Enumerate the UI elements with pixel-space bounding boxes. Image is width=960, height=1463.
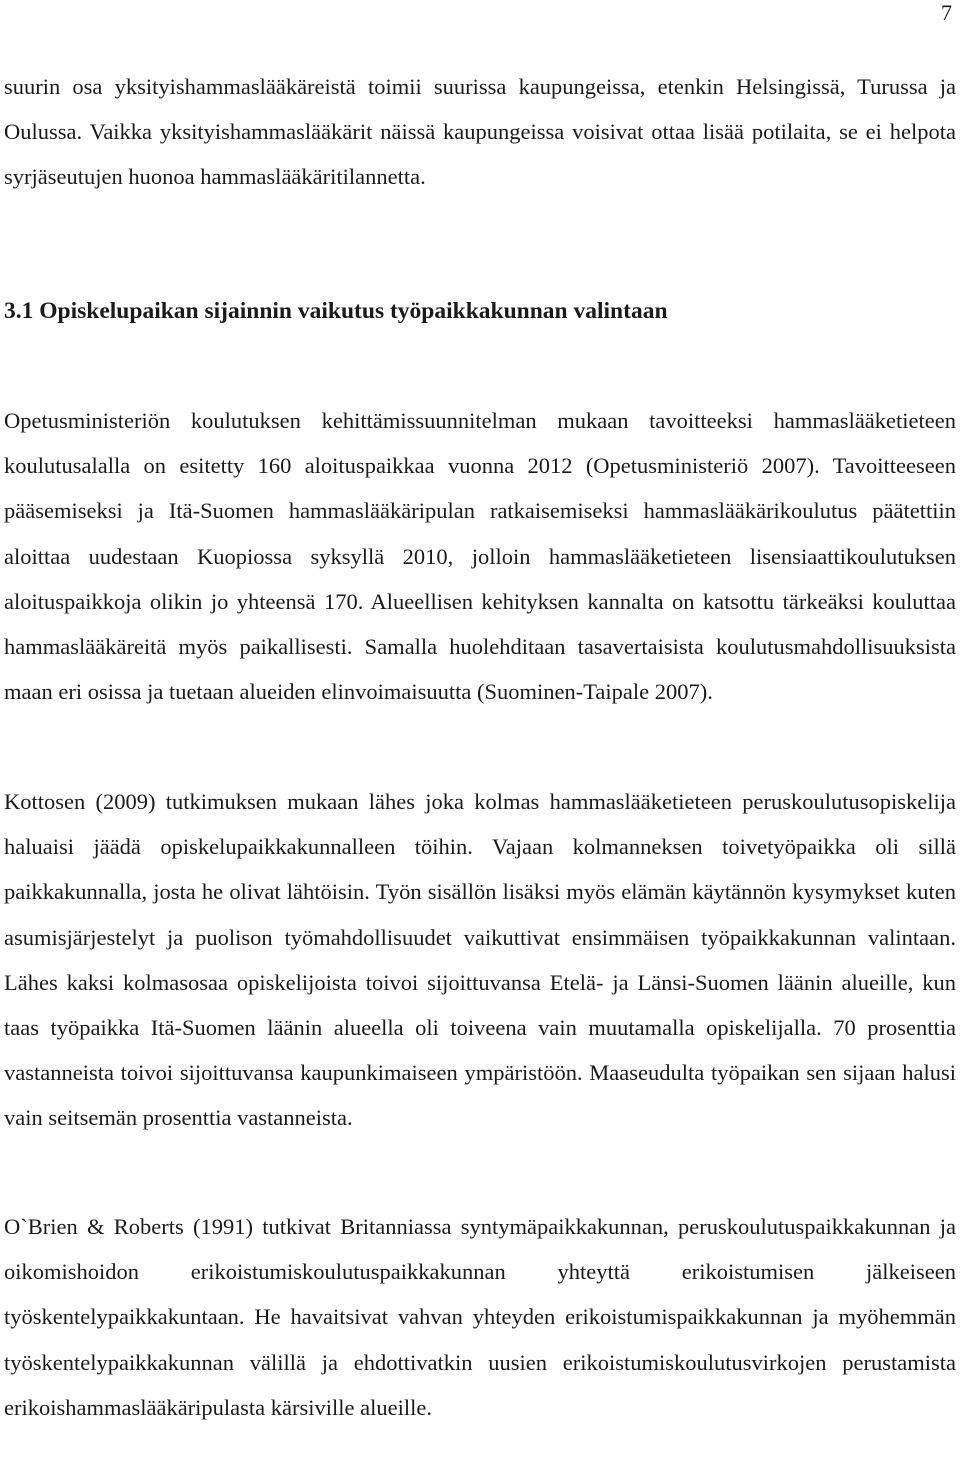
section-heading: 3.1 Opiskelupaikan sijainnin vaikutus työpaikkakunnan valintaan <box>4 298 668 324</box>
paragraph-opetusministerio: Opetusministeriön koulutuksen kehittämissuunnitelman mukaan tavoitteeksi hammaslääketieteen koulutusalalla on esitetty 160 aloituspaikkaa vuonna 2012 (Opetusministeriö 2007). Tavoitteeseen pääsemiseksi ja Itä-Suomen hammaslääkäripulan ratkaisemiseksi hammaslääkärikoulutus päätettiin aloittaa uudestaan Kuopiossa syksyllä 2010, jolloin hammaslääketieteen lisensiaattikoulutuksen aloituspaikkoja olikin jo yhteensä 170. Alueellisen kehityksen kannalta on katsottu tärkeäksi kouluttaa hammaslääkäreitä myös paikallisesti. Samalla huolehditaan tasavertaisista koulutusmahdollisuuksista maan eri osissa ja tuetaan alueiden elinvoimaisuutta (Suominen-Taipale 2007). <box>4 408 956 705</box>
paragraph-obrien-roberts: O`Brien & Roberts (1991) tutkivat Britanniassa syntymäpaikkakunnan, peruskoulutuspaikkakunnan ja oikomishoidon erikoistumiskoulutuspaikkakunnan yhteyttä erikoistumisen jälkeiseen työskentelypaikkakuntaan. He havaitsivat vahvan yhteyden erikoistumispaikkakunnan ja myöhemmän työskentelypaikkakunnan välillä ja ehdottivatkin uusien erikoistumiskoulutusvirkojen perustamista erikoishammaslääkäripulasta kärsiville alueille. <box>4 1214 956 1420</box>
page-number: 7 <box>941 0 952 25</box>
paragraph-kottonen: Kottosen (2009) tutkimuksen mukaan lähes joka kolmas hammaslääketieteen peruskoulutusopiskelija haluaisi jäädä opiskelupaikkakunnalleen töihin. Vajaan kolmanneksen toivetyöpaikka oli sillä paikkakunnalla, josta he olivat lähtöisin. Työn sisällön lisäksi myös elämän käytännön kysymykset kuten asumisjärjestelyt ja puolison työmahdollisuudet vaikuttivat ensimmäisen työpaikkakunnan valintaan. Lähes kaksi kolmasosaa opiskelijoista toivoi sijoittuvansa Etelä- ja Länsi-Suomen läänin alueille, kun taas työpaikka Itä-Suomen läänin alueella oli toiveena vain muutamalla opiskelijalla. 70 prosenttia vastanneista toivoi sijoittuvansa kaupunkimaiseen ympäristöön. Maaseudulta työpaikan sen sijaan halusi vain seitsemän prosenttia vastanneista. <box>4 789 956 1131</box>
paragraph-intro-continuation: suurin osa yksityishammaslääkäreistä toimii suurissa kaupungeissa, etenkin Helsingissä, Turussa ja Oulussa. Vaikka yksityishammaslääkärit näissä kaupungeissa voisivat ottaa lisää potilaita, se ei helpota syrjäseutujen huonoa hammaslääkäritilannetta. <box>4 74 956 190</box>
